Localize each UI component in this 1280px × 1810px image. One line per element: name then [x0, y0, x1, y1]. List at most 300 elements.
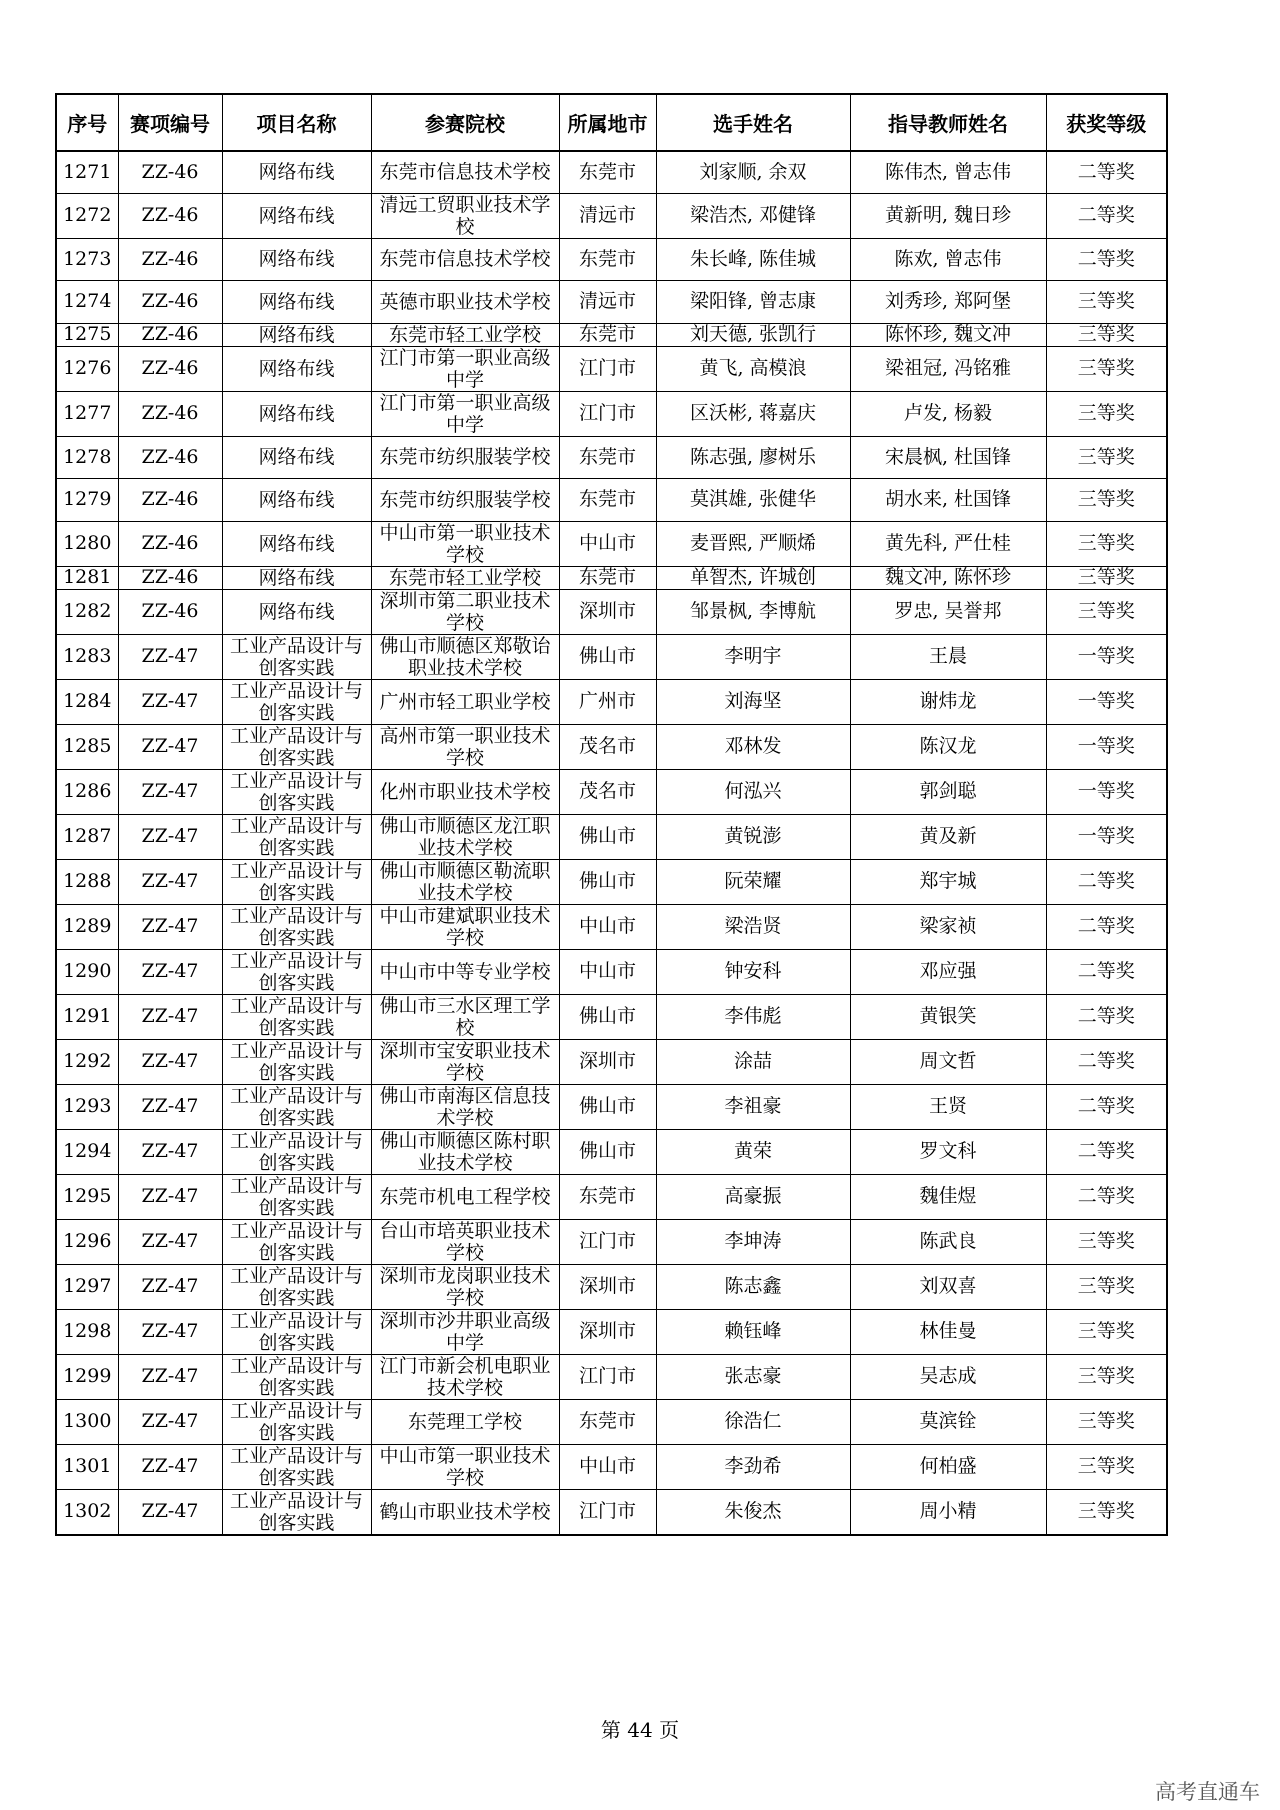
cell-project-name-text: 工业产品设计与创客实践 [229, 1309, 363, 1354]
cell-project-name [222, 151, 371, 193]
cell-event-code: ZZ-46 [118, 280, 222, 323]
cell-project-name-text: 网络布线 [258, 566, 335, 589]
cell-contestants: 区沃彬, 蒋嘉庆 [656, 391, 850, 436]
cell-instructors: 陈怀珍, 魏文冲 [850, 323, 1046, 346]
table-row [56, 904, 1167, 949]
cell-school-text: 中山市建斌职业技术学校 [379, 904, 551, 949]
table-row [56, 521, 1167, 566]
cell-contestants: 李祖豪 [656, 1084, 850, 1129]
cell-city: 深圳市 [559, 1039, 656, 1084]
cell-city: 中山市 [559, 949, 656, 994]
cell-instructors: 莫滨铨 [850, 1399, 1046, 1444]
cell-school [371, 634, 559, 679]
cell-project-name-text: 网络布线 [258, 161, 335, 184]
cell-school [371, 238, 559, 280]
cell-contestants: 李伟彪 [656, 994, 850, 1039]
cell-award-level: 二等奖 [1046, 904, 1167, 949]
cell-school-text: 东莞市纺织服装学校 [379, 488, 551, 511]
cell-contestants: 朱长峰, 陈佳城 [656, 238, 850, 280]
cell-award-level: 二等奖 [1046, 949, 1167, 994]
table-row [56, 478, 1167, 521]
cell-project-name-text: 工业产品设计与创客实践 [229, 679, 363, 724]
cell-instructors: 周文哲 [850, 1039, 1046, 1084]
cell-instructors: 陈武良 [850, 1219, 1046, 1264]
cell-award-level: 三等奖 [1046, 323, 1167, 346]
table-header-row [56, 94, 1167, 151]
cell-award-level: 三等奖 [1046, 1399, 1167, 1444]
cell-city: 佛山市 [559, 994, 656, 1039]
cell-project-name [222, 1309, 371, 1354]
cell-index: 1286 [56, 769, 118, 814]
cell-contestants: 梁浩贤 [656, 904, 850, 949]
cell-instructors: 黄银笑 [850, 994, 1046, 1039]
cell-school-text: 江门市第一职业高级中学 [379, 391, 551, 436]
cell-city: 深圳市 [559, 1309, 656, 1354]
cell-award-level: 二等奖 [1046, 994, 1167, 1039]
header-instructors: 指导教师姓名 [850, 94, 1046, 151]
cell-award-level: 三等奖 [1046, 280, 1167, 323]
cell-project-name-text: 工业产品设计与创客实践 [229, 1354, 363, 1399]
cell-school-text: 化州市职业技术学校 [379, 780, 551, 803]
cell-school-text: 佛山市顺德区龙江职业技术学校 [379, 814, 551, 859]
cell-event-code: ZZ-46 [118, 521, 222, 566]
cell-award-level: 一等奖 [1046, 724, 1167, 769]
table-body [56, 151, 1167, 1535]
cell-school [371, 323, 559, 346]
cell-project-name [222, 1084, 371, 1129]
cell-award-level: 一等奖 [1046, 679, 1167, 724]
cell-school [371, 1084, 559, 1129]
cell-school [371, 391, 559, 436]
cell-project-name [222, 1129, 371, 1174]
cell-contestants: 邹景枫, 李博航 [656, 589, 850, 634]
cell-school [371, 814, 559, 859]
cell-project-name [222, 1039, 371, 1084]
cell-contestants: 陈志强, 廖树乐 [656, 436, 850, 478]
cell-index: 1297 [56, 1264, 118, 1309]
cell-city: 广州市 [559, 679, 656, 724]
cell-award-level: 二等奖 [1046, 1084, 1167, 1129]
cell-instructors: 邓应强 [850, 949, 1046, 994]
cell-contestants: 黄锐澎 [656, 814, 850, 859]
cell-school-text: 东莞理工学校 [407, 1410, 522, 1433]
cell-index: 1294 [56, 1129, 118, 1174]
cell-school [371, 949, 559, 994]
cell-project-name-text: 工业产品设计与创客实践 [229, 859, 363, 904]
table-row [56, 280, 1167, 323]
cell-event-code: ZZ-47 [118, 994, 222, 1039]
cell-school-text: 江门市新会机电职业技术学校 [379, 1354, 551, 1399]
cell-project-name-text: 网络布线 [258, 402, 335, 425]
cell-project-name [222, 994, 371, 1039]
cell-city: 江门市 [559, 346, 656, 391]
cell-index: 1300 [56, 1399, 118, 1444]
cell-award-level: 三等奖 [1046, 1219, 1167, 1264]
cell-award-level: 二等奖 [1046, 1129, 1167, 1174]
cell-instructors: 宋晨枫, 杜国锋 [850, 436, 1046, 478]
cell-project-name [222, 679, 371, 724]
cell-index: 1276 [56, 346, 118, 391]
cell-instructors: 郑宇城 [850, 859, 1046, 904]
cell-event-code: ZZ-46 [118, 151, 222, 193]
cell-school [371, 478, 559, 521]
cell-contestants: 邓林发 [656, 724, 850, 769]
cell-contestants: 黄飞, 高模浪 [656, 346, 850, 391]
cell-award-level: 三等奖 [1046, 589, 1167, 634]
cell-event-code: ZZ-47 [118, 949, 222, 994]
cell-index: 1274 [56, 280, 118, 323]
cell-instructors: 魏佳煜 [850, 1174, 1046, 1219]
table-row [56, 238, 1167, 280]
table-row [56, 1084, 1167, 1129]
cell-index: 1292 [56, 1039, 118, 1084]
cell-award-level: 三等奖 [1046, 1264, 1167, 1309]
cell-contestants: 涂喆 [656, 1039, 850, 1084]
table-row [56, 769, 1167, 814]
cell-contestants: 梁浩杰, 邓健锋 [656, 193, 850, 238]
page-number: 第 44 页 [600, 1718, 680, 1742]
cell-school-text: 英德市职业技术学校 [379, 290, 551, 313]
cell-contestants: 黄荣 [656, 1129, 850, 1174]
cell-city: 佛山市 [559, 1084, 656, 1129]
cell-school [371, 679, 559, 724]
cell-school-text: 深圳市龙岗职业技术学校 [379, 1264, 551, 1309]
cell-award-level: 三等奖 [1046, 521, 1167, 566]
cell-event-code: ZZ-46 [118, 238, 222, 280]
cell-project-name [222, 566, 371, 589]
cell-contestants: 李坤涛 [656, 1219, 850, 1264]
cell-school [371, 1444, 559, 1489]
cell-award-level: 二等奖 [1046, 1039, 1167, 1084]
cell-project-name [222, 1489, 371, 1535]
table-row [56, 436, 1167, 478]
cell-city: 江门市 [559, 1489, 656, 1535]
cell-school [371, 1174, 559, 1219]
cell-project-name-text: 工业产品设计与创客实践 [229, 1039, 363, 1084]
cell-instructors: 林佳曼 [850, 1309, 1046, 1354]
table-row [56, 1219, 1167, 1264]
cell-project-name-text: 网络布线 [258, 248, 335, 270]
cell-event-code: ZZ-47 [118, 1039, 222, 1084]
table-row [56, 346, 1167, 391]
cell-city: 中山市 [559, 521, 656, 566]
cell-project-name [222, 346, 371, 391]
cell-event-code: ZZ-47 [118, 904, 222, 949]
cell-instructors: 罗忠, 吴誉邦 [850, 589, 1046, 634]
cell-event-code: ZZ-47 [118, 814, 222, 859]
cell-project-name-text: 网络布线 [258, 357, 335, 380]
cell-school [371, 193, 559, 238]
cell-school-text: 中山市中等专业学校 [379, 960, 551, 983]
header-school: 参赛院校 [371, 94, 559, 151]
cell-index: 1273 [56, 238, 118, 280]
table-row [56, 1444, 1167, 1489]
cell-school [371, 1219, 559, 1264]
cell-school [371, 859, 559, 904]
cell-award-level: 三等奖 [1046, 1489, 1167, 1535]
cell-project-name-text: 工业产品设计与创客实践 [229, 1129, 363, 1174]
cell-award-level: 二等奖 [1046, 151, 1167, 193]
cell-index: 1302 [56, 1489, 118, 1535]
cell-event-code: ZZ-47 [118, 1354, 222, 1399]
cell-event-code: ZZ-47 [118, 1174, 222, 1219]
cell-index: 1280 [56, 521, 118, 566]
cell-project-name [222, 949, 371, 994]
cell-index: 1288 [56, 859, 118, 904]
cell-school [371, 521, 559, 566]
awards-table [55, 93, 1168, 1536]
cell-school [371, 724, 559, 769]
cell-event-code: ZZ-46 [118, 346, 222, 391]
cell-project-name-text: 工业产品设计与创客实践 [229, 1444, 363, 1489]
cell-project-name [222, 589, 371, 634]
cell-project-name [222, 1174, 371, 1219]
cell-instructors: 卢发, 杨毅 [850, 391, 1046, 436]
cell-event-code: ZZ-47 [118, 1444, 222, 1489]
table-row [56, 724, 1167, 769]
table-row [56, 859, 1167, 904]
cell-school-text: 佛山市顺德区勒流职业技术学校 [379, 859, 551, 904]
cell-city: 东莞市 [559, 436, 656, 478]
cell-project-name [222, 478, 371, 521]
cell-project-name-text: 工业产品设计与创客实践 [229, 634, 363, 679]
cell-event-code: ZZ-46 [118, 193, 222, 238]
cell-instructors: 谢炜龙 [850, 679, 1046, 724]
cell-event-code: ZZ-47 [118, 1129, 222, 1174]
cell-award-level: 三等奖 [1046, 478, 1167, 521]
cell-city: 佛山市 [559, 1129, 656, 1174]
cell-city: 东莞市 [559, 151, 656, 193]
cell-project-name-text: 网络布线 [258, 323, 335, 346]
cell-event-code: ZZ-47 [118, 1489, 222, 1535]
cell-project-name-text: 网络布线 [258, 532, 335, 555]
cell-project-name-text: 网络布线 [258, 488, 335, 511]
cell-instructors: 陈欢, 曾志伟 [850, 238, 1046, 280]
cell-award-level: 二等奖 [1046, 238, 1167, 280]
cell-instructors: 郭剑聪 [850, 769, 1046, 814]
cell-school [371, 1039, 559, 1084]
table-row [56, 193, 1167, 238]
cell-index: 1291 [56, 994, 118, 1039]
header-award-level: 获奖等级 [1046, 94, 1167, 151]
cell-school-text: 佛山市顺德区陈村职业技术学校 [379, 1129, 551, 1174]
cell-event-code: ZZ-47 [118, 634, 222, 679]
cell-city: 佛山市 [559, 859, 656, 904]
cell-city: 江门市 [559, 1354, 656, 1399]
cell-contestants: 刘海坚 [656, 679, 850, 724]
cell-city: 东莞市 [559, 1399, 656, 1444]
table-row [56, 566, 1167, 589]
cell-event-code: ZZ-47 [118, 724, 222, 769]
cell-instructors: 胡水来, 杜国锋 [850, 478, 1046, 521]
cell-school-text: 东莞市机电工程学校 [379, 1185, 551, 1208]
cell-instructors: 陈汉龙 [850, 724, 1046, 769]
cell-event-code: ZZ-46 [118, 589, 222, 634]
cell-index: 1277 [56, 391, 118, 436]
cell-school [371, 346, 559, 391]
cell-city: 中山市 [559, 1444, 656, 1489]
cell-school [371, 280, 559, 323]
cell-contestants: 刘天德, 张凯行 [656, 323, 850, 346]
cell-index: 1299 [56, 1354, 118, 1399]
cell-project-name [222, 323, 371, 346]
cell-instructors: 黄新明, 魏日珍 [850, 193, 1046, 238]
cell-award-level: 三等奖 [1046, 1309, 1167, 1354]
cell-event-code: ZZ-47 [118, 1264, 222, 1309]
cell-school-text: 台山市培英职业技术学校 [379, 1219, 551, 1264]
cell-project-name [222, 521, 371, 566]
table-row [56, 634, 1167, 679]
cell-award-level: 一等奖 [1046, 634, 1167, 679]
cell-contestants: 何泓兴 [656, 769, 850, 814]
cell-index: 1272 [56, 193, 118, 238]
cell-project-name-text: 工业产品设计与创客实践 [229, 814, 363, 859]
cell-school-text: 清远工贸职业技术学校 [379, 193, 551, 238]
cell-project-name-text: 工业产品设计与创客实践 [229, 1084, 363, 1129]
cell-school-text: 东莞市轻工业学校 [388, 323, 541, 346]
cell-project-name [222, 1354, 371, 1399]
cell-contestants: 朱俊杰 [656, 1489, 850, 1535]
table-row [56, 323, 1167, 346]
cell-school-text: 江门市第一职业高级中学 [379, 346, 551, 391]
cell-contestants: 莫淇雄, 张健华 [656, 478, 850, 521]
cell-project-name [222, 238, 371, 280]
cell-school [371, 994, 559, 1039]
table-row [56, 1399, 1167, 1444]
table-row [56, 589, 1167, 634]
cell-event-code: ZZ-46 [118, 478, 222, 521]
cell-project-name-text: 网络布线 [258, 600, 335, 623]
table-row [56, 391, 1167, 436]
cell-school [371, 1354, 559, 1399]
table-row [56, 1174, 1167, 1219]
cell-school [371, 904, 559, 949]
cell-instructors: 王贤 [850, 1084, 1046, 1129]
table-row [56, 679, 1167, 724]
cell-project-name [222, 1219, 371, 1264]
cell-school-text: 东莞市纺织服装学校 [379, 446, 551, 468]
cell-project-name [222, 391, 371, 436]
cell-school-text: 东莞市信息技术学校 [379, 248, 551, 270]
cell-index: 1285 [56, 724, 118, 769]
cell-project-name [222, 193, 371, 238]
cell-project-name-text: 工业产品设计与创客实践 [229, 904, 363, 949]
cell-project-name [222, 814, 371, 859]
cell-project-name-text: 网络布线 [258, 290, 335, 313]
cell-event-code: ZZ-47 [118, 1219, 222, 1264]
cell-index: 1301 [56, 1444, 118, 1489]
cell-instructors: 梁祖冠, 冯铭雅 [850, 346, 1046, 391]
cell-school [371, 436, 559, 478]
cell-index: 1287 [56, 814, 118, 859]
cell-instructors: 刘秀珍, 郑阿堡 [850, 280, 1046, 323]
cell-index: 1281 [56, 566, 118, 589]
table-row [56, 994, 1167, 1039]
cell-school-text: 深圳市沙井职业高级中学 [379, 1309, 551, 1354]
cell-school-text: 佛山市三水区理工学校 [379, 994, 551, 1039]
cell-contestants: 徐浩仁 [656, 1399, 850, 1444]
cell-award-level: 三等奖 [1046, 391, 1167, 436]
cell-project-name-text: 工业产品设计与创客实践 [229, 1399, 363, 1444]
table-row [56, 814, 1167, 859]
cell-instructors: 王晨 [850, 634, 1046, 679]
cell-award-level: 三等奖 [1046, 436, 1167, 478]
cell-project-name-text: 工业产品设计与创客实践 [229, 769, 363, 814]
cell-award-level: 三等奖 [1046, 346, 1167, 391]
cell-index: 1282 [56, 589, 118, 634]
cell-index: 1278 [56, 436, 118, 478]
cell-project-name [222, 1399, 371, 1444]
cell-project-name [222, 859, 371, 904]
cell-project-name-text: 工业产品设计与创客实践 [229, 949, 363, 994]
cell-school [371, 769, 559, 814]
cell-contestants: 李劲希 [656, 1444, 850, 1489]
cell-instructors: 黄及新 [850, 814, 1046, 859]
table-row [56, 1489, 1167, 1535]
cell-project-name [222, 769, 371, 814]
cell-event-code: ZZ-47 [118, 1309, 222, 1354]
cell-award-level: 一等奖 [1046, 769, 1167, 814]
cell-contestants: 李明宇 [656, 634, 850, 679]
cell-instructors: 周小精 [850, 1489, 1046, 1535]
cell-contestants: 单智杰, 许城创 [656, 566, 850, 589]
cell-city: 佛山市 [559, 634, 656, 679]
cell-index: 1271 [56, 151, 118, 193]
cell-contestants: 赖钰峰 [656, 1309, 850, 1354]
table-row [56, 949, 1167, 994]
cell-school-text: 广州市轻工职业学校 [379, 690, 551, 713]
cell-index: 1296 [56, 1219, 118, 1264]
cell-school-text: 佛山市南海区信息技术学校 [379, 1084, 551, 1129]
cell-instructors: 黄先科, 严仕桂 [850, 521, 1046, 566]
table-row [56, 1309, 1167, 1354]
cell-school [371, 1489, 559, 1535]
cell-project-name-text: 网络布线 [258, 204, 335, 227]
header-index: 序号 [56, 94, 118, 151]
header-city: 所属地市 [559, 94, 656, 151]
cell-contestants: 阮荣耀 [656, 859, 850, 904]
cell-project-name [222, 1264, 371, 1309]
cell-event-code: ZZ-46 [118, 323, 222, 346]
cell-project-name [222, 724, 371, 769]
cell-project-name [222, 1444, 371, 1489]
cell-city: 江门市 [559, 391, 656, 436]
cell-school-text: 中山市第一职业技术学校 [379, 521, 551, 566]
cell-event-code: ZZ-46 [118, 436, 222, 478]
table-row [56, 1264, 1167, 1309]
cell-project-name-text: 工业产品设计与创客实践 [229, 1489, 363, 1534]
cell-contestants: 高豪振 [656, 1174, 850, 1219]
cell-city: 中山市 [559, 904, 656, 949]
cell-school [371, 1264, 559, 1309]
cell-city: 东莞市 [559, 238, 656, 280]
cell-project-name [222, 904, 371, 949]
cell-city: 深圳市 [559, 589, 656, 634]
cell-award-level: 二等奖 [1046, 193, 1167, 238]
cell-school-text: 深圳市宝安职业技术学校 [379, 1039, 551, 1084]
cell-index: 1275 [56, 323, 118, 346]
cell-event-code: ZZ-47 [118, 1399, 222, 1444]
cell-city: 江门市 [559, 1219, 656, 1264]
cell-school [371, 1129, 559, 1174]
cell-city: 深圳市 [559, 1264, 656, 1309]
cell-index: 1298 [56, 1309, 118, 1354]
table-row [56, 1129, 1167, 1174]
table-row [56, 1039, 1167, 1084]
header-event-code: 赛项编号 [118, 94, 222, 151]
cell-index: 1283 [56, 634, 118, 679]
cell-school-text: 佛山市顺德区郑敬诒职业技术学校 [379, 634, 551, 679]
